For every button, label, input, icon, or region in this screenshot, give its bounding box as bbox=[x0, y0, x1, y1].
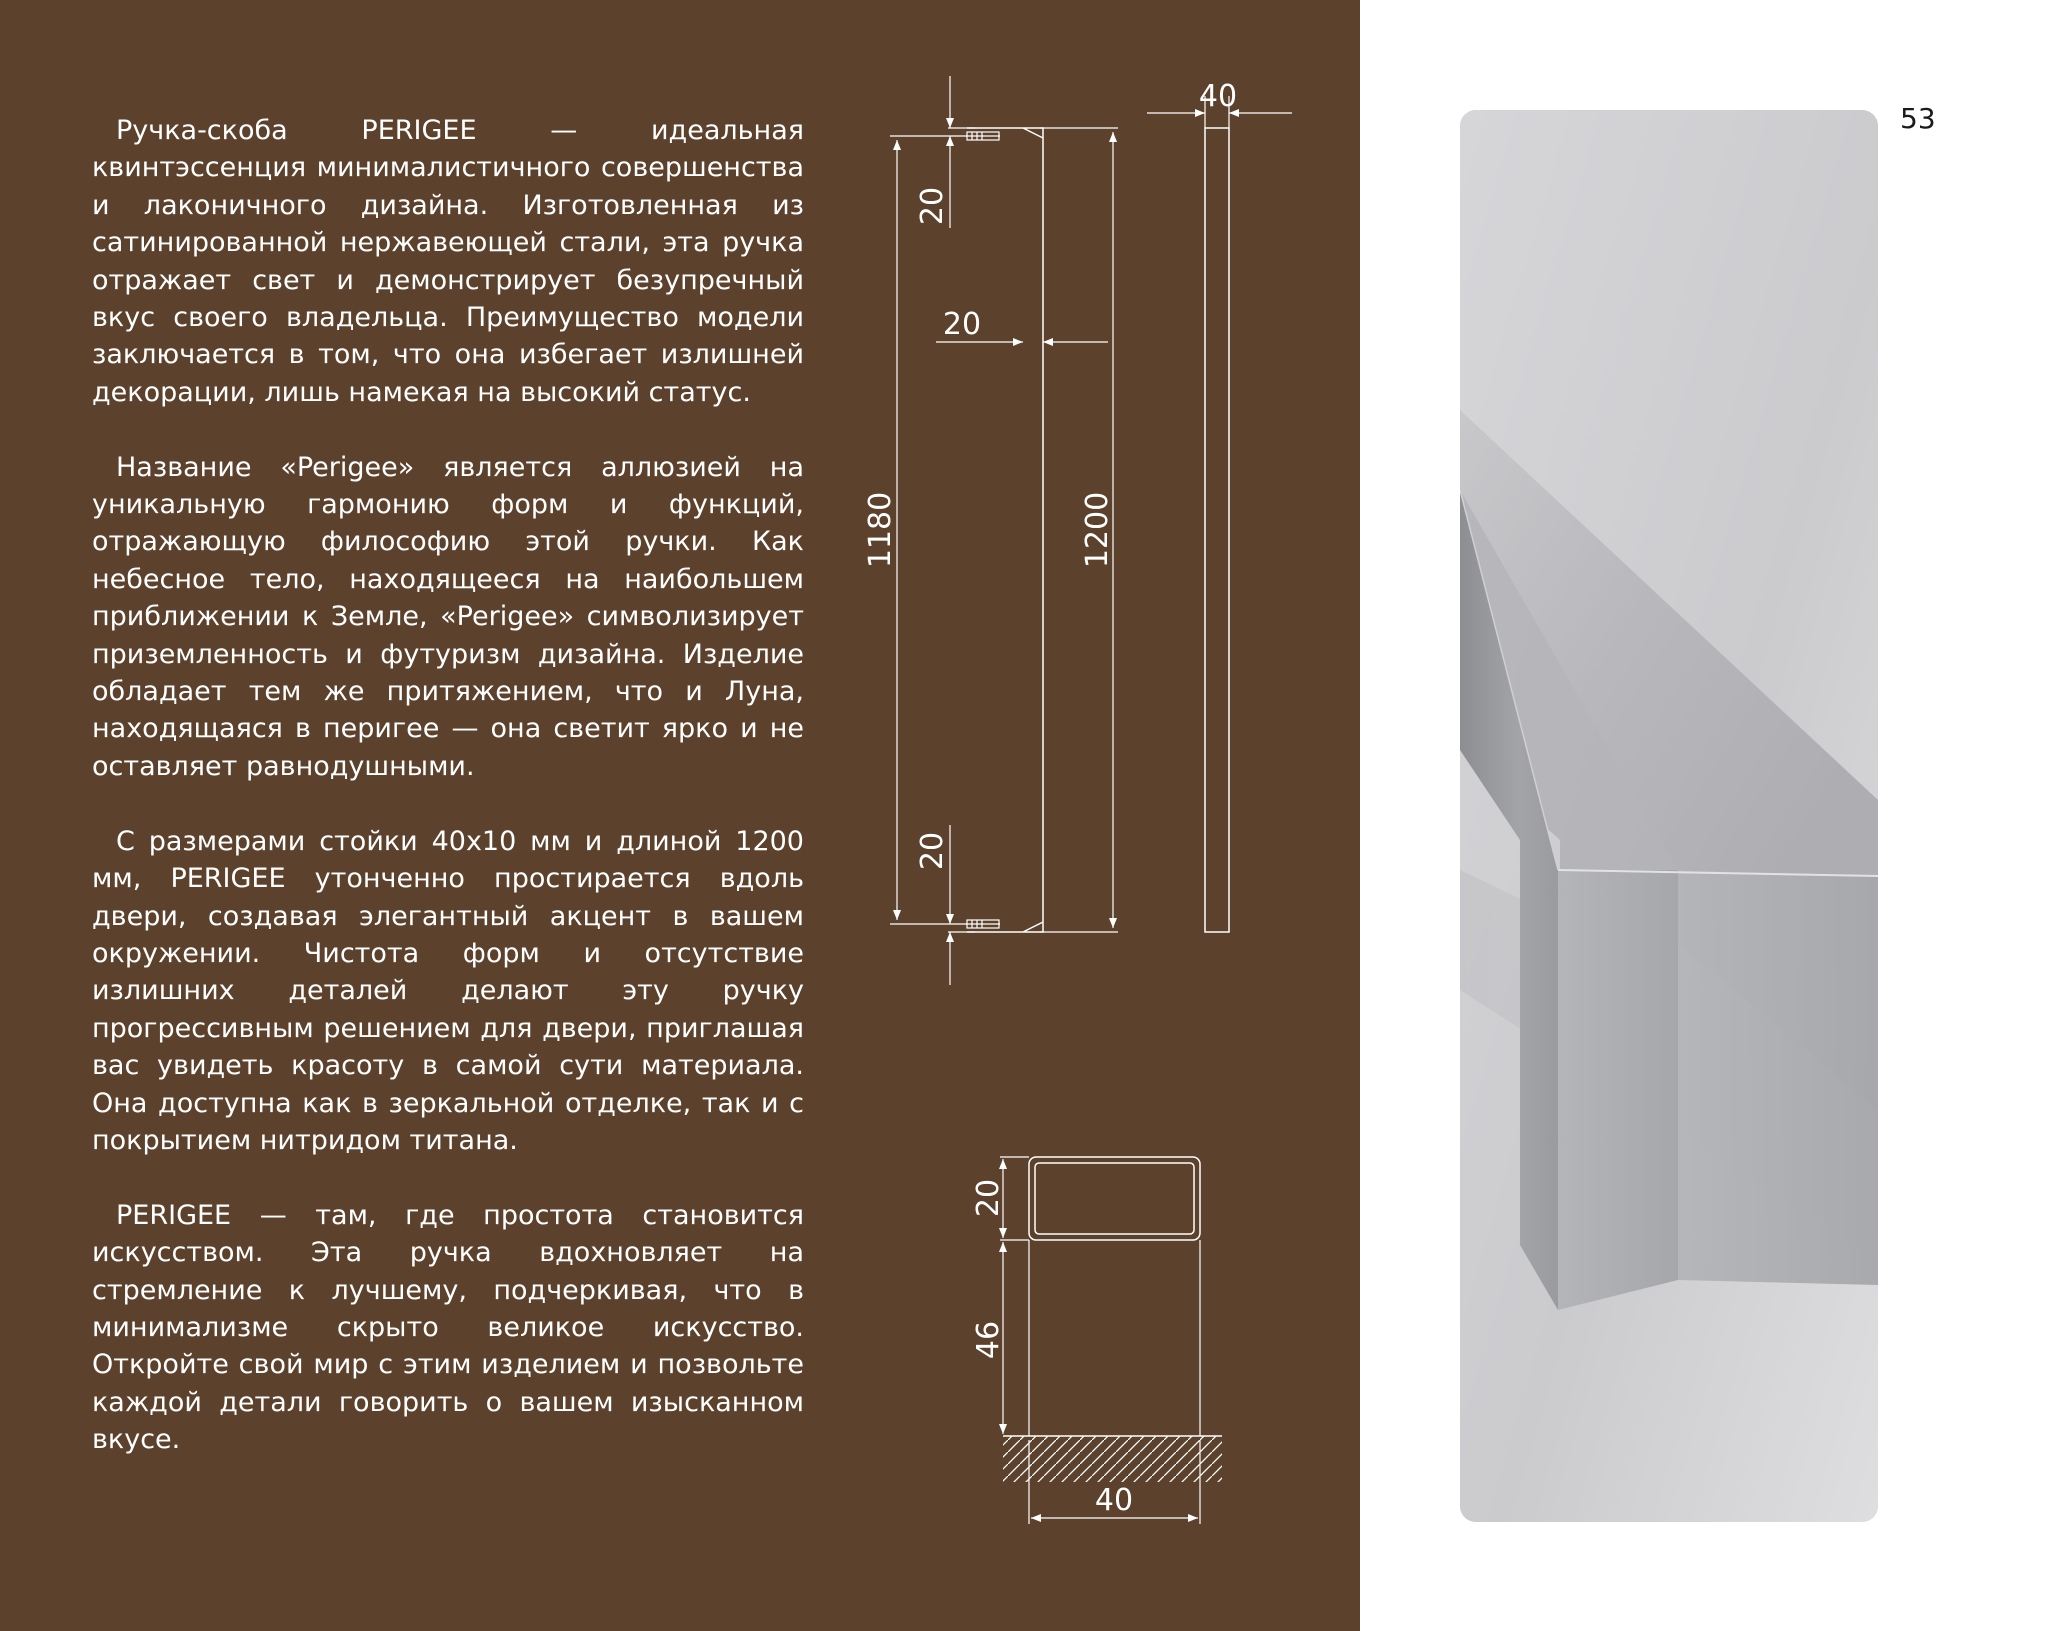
dim-top-offset: 20 bbox=[915, 186, 950, 226]
dim-total-length: 1200 bbox=[1080, 491, 1115, 569]
dim-inner-length: 1180 bbox=[863, 491, 898, 569]
side-view bbox=[1147, 96, 1292, 932]
dim-bar-width: 20 bbox=[942, 307, 982, 342]
page-number: 53 bbox=[1900, 102, 1936, 135]
description-paragraph-4: PERIGEE — там, где простота становится искусством. Эта ручка вдохновляет на стремление к лучшему, подчеркивая, что в минимализме скрыто великое искусство. Откройте свой мир с этим изделием и позвольте каждой детали говорить о вашем изысканном вкусе. bbox=[92, 1199, 804, 1456]
handle-front-outline bbox=[967, 128, 1043, 932]
description-paragraph-3: С размерами стойки 40х10 мм и длиной 1200 мм, PERIGEE утонченно простирается вдоль двери, создавая элегантный акцент в вашем окружении. Чистота форм и отсутствие излишних деталей делают эту ручку прогрессивным решением для двери, приглашая вас увидеть красоту в самой сути материала. Она доступна как в зеркальной отделке, так и с покрытием нитридом титана. bbox=[92, 825, 804, 1156]
profile-outer bbox=[1029, 1157, 1200, 1240]
dim-section-projection: 46 bbox=[971, 1320, 1006, 1360]
dim-section-height: 20 bbox=[971, 1178, 1006, 1218]
dim-section-width: 40 bbox=[1094, 1483, 1134, 1518]
handle-photo-image bbox=[1460, 110, 1878, 1522]
handle-side-outline bbox=[1205, 128, 1229, 932]
description-paragraph-1: Ручка-скоба PERIGEE — идеальная квинтэссенция минималистичного совершенства и лаконичного дизайна. Изготовленная из сатинированной нержавеющей стали, эта ручка отражает свет и демонстрирует безупречный вкус своего владельца. Преимущество модели заключается в том, что она избегает излишней декорации, лишь намекая на высокий статус. bbox=[92, 115, 804, 408]
dim-side-width: 40 bbox=[1198, 79, 1238, 114]
profile-inner bbox=[1035, 1163, 1194, 1234]
dim-bottom-offset: 20 bbox=[915, 831, 950, 871]
cross-section-view bbox=[1000, 1157, 1222, 1524]
description-paragraph-2: Название «Perigee» является аллюзией на уникальную гармонию форм и функций, отражающую философию этой ручки. Как небесное тело, находящееся на наибольшем приближении к Земле, «Perigee» символизирует приземленность и футуризм дизайна. Изделие обладает тем же притяжением, что и Луна, находящаяся в перигее — она светит ярко и не оставляет равнодушными. bbox=[92, 451, 804, 782]
front-view-labels bbox=[863, 187, 1115, 870]
product-photo bbox=[1460, 110, 1878, 1522]
mounting-surface-hatch bbox=[1003, 1436, 1222, 1482]
